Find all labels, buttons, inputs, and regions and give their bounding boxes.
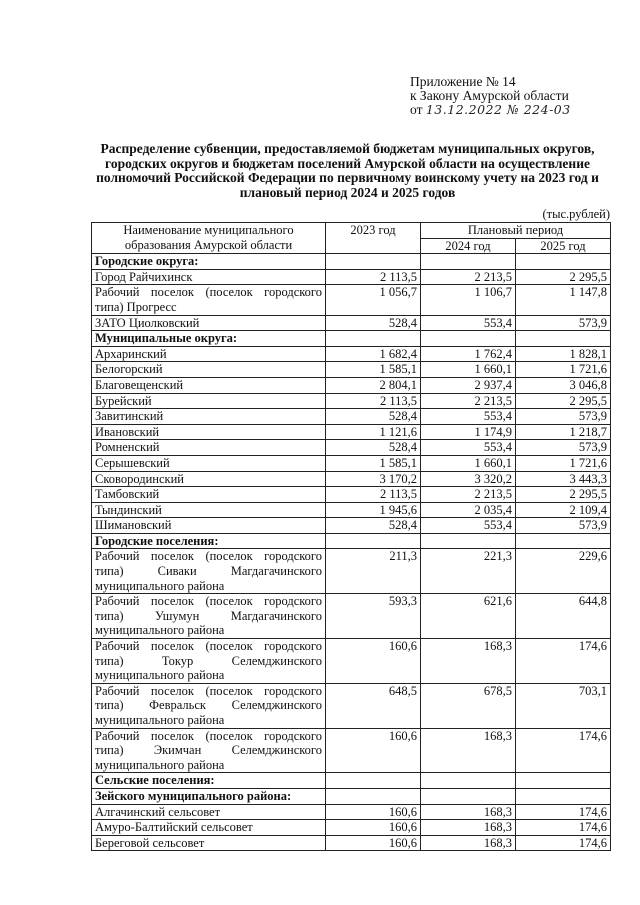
amount-2023: 2 113,5	[326, 393, 421, 409]
amount-2025: 644,8	[516, 594, 611, 639]
subvention-table	[91, 222, 611, 851]
amount-2023: 160,6	[326, 835, 421, 851]
municipality-name: Сковородинский	[92, 471, 326, 487]
appendix-date-prefix: от	[410, 102, 423, 117]
municipality-name: ЗАТО Циолковский	[92, 315, 326, 331]
amount-2024: 1 762,4	[421, 346, 516, 362]
amount-2025: 573,9	[516, 440, 611, 456]
table-row	[92, 518, 611, 534]
amount-2023: 160,6	[326, 804, 421, 820]
municipality-name: Шимановский	[92, 518, 326, 534]
amount-2025: 3 046,8	[516, 377, 611, 393]
empty-cell	[326, 254, 421, 270]
table-row	[92, 393, 611, 409]
amount-2023: 1 121,6	[326, 424, 421, 440]
municipality-name: Архаринский	[92, 346, 326, 362]
amount-2024: 621,6	[421, 594, 516, 639]
document-title: Распределение субвенции, предоставляемой бюджетам муниципальных округов, городских округов и бюджетам поселений Амурской области на осуществление полномочий Российской Федерации по первичному воинскому учету на 2023 год и плановый период 2024 и 2025 годов	[96, 141, 599, 200]
empty-cell	[421, 533, 516, 549]
amount-2025: 2 109,4	[516, 502, 611, 518]
municipality-name: Бурейский	[92, 393, 326, 409]
amount-2023: 160,6	[326, 639, 421, 684]
section-row	[92, 533, 611, 549]
amount-2025: 1 147,8	[516, 285, 611, 315]
appendix-block	[410, 75, 571, 117]
table-row	[92, 409, 611, 425]
municipality-name: Рабочий поселок (поселок городского типа) Ушумун Магдагачинского муниципального района	[92, 594, 326, 639]
amount-2024: 2 213,5	[421, 393, 516, 409]
municipality-name: Алгачинский сельсовет	[92, 804, 326, 820]
section-title: Городские округа:	[92, 254, 326, 270]
header-2024: 2024 год	[421, 238, 516, 254]
amount-2023: 160,6	[326, 820, 421, 836]
amount-2024: 678,5	[421, 683, 516, 728]
amount-2023: 211,3	[326, 549, 421, 594]
appendix-law: к Закону Амурской области	[410, 88, 569, 103]
section-title: Городские поселения:	[92, 533, 326, 549]
table-row	[92, 502, 611, 518]
municipality-name: Береговой сельсовет	[92, 835, 326, 851]
empty-cell	[516, 254, 611, 270]
amount-2024: 3 320,2	[421, 471, 516, 487]
amount-2023: 1 945,6	[326, 502, 421, 518]
amount-2025: 573,9	[516, 409, 611, 425]
amount-2025: 1 218,7	[516, 424, 611, 440]
table-body	[92, 254, 611, 851]
amount-2025: 1 721,6	[516, 362, 611, 378]
amount-2024: 168,3	[421, 835, 516, 851]
empty-cell	[516, 773, 611, 789]
amount-2025: 703,1	[516, 683, 611, 728]
amount-2024: 221,3	[421, 549, 516, 594]
empty-cell	[421, 331, 516, 347]
empty-cell	[516, 533, 611, 549]
municipality-name: Рабочий поселок (поселок городского типа) Прогресс	[92, 285, 326, 315]
amount-2023: 2 804,1	[326, 377, 421, 393]
table-header-row	[92, 223, 611, 239]
amount-2024: 2 213,5	[421, 269, 516, 285]
header-2023: 2023 год	[326, 223, 421, 254]
section-row	[92, 773, 611, 789]
table-row	[92, 487, 611, 503]
amount-2024: 1 660,1	[421, 455, 516, 471]
table-row	[92, 728, 611, 773]
table-row	[92, 549, 611, 594]
empty-cell	[326, 533, 421, 549]
table-row	[92, 315, 611, 331]
section-title: Зейского муниципального района:	[92, 788, 326, 804]
amount-2023: 648,5	[326, 683, 421, 728]
amount-2023: 1 585,1	[326, 455, 421, 471]
amount-2023: 2 113,5	[326, 487, 421, 503]
amount-2025: 174,6	[516, 820, 611, 836]
amount-2023: 593,3	[326, 594, 421, 639]
amount-2024: 2 213,5	[421, 487, 516, 503]
amount-2025: 3 443,3	[516, 471, 611, 487]
municipality-name: Амуро-Балтийский сельсовет	[92, 820, 326, 836]
amount-2025: 174,6	[516, 804, 611, 820]
units-label: (тыс.рублей)	[542, 207, 610, 221]
amount-2025: 573,9	[516, 315, 611, 331]
amount-2024: 553,4	[421, 409, 516, 425]
municipality-name: Тындинский	[92, 502, 326, 518]
amount-2025: 573,9	[516, 518, 611, 534]
municipality-name: Ромненский	[92, 440, 326, 456]
amount-2023: 3 170,2	[326, 471, 421, 487]
empty-cell	[421, 788, 516, 804]
amount-2025: 1 721,6	[516, 455, 611, 471]
municipality-name: Рабочий поселок (поселок городского типа) Сиваки Магдагачинского муниципального района	[92, 549, 326, 594]
table-row	[92, 362, 611, 378]
table-row	[92, 639, 611, 684]
amount-2024: 2 937,4	[421, 377, 516, 393]
amount-2023: 528,4	[326, 440, 421, 456]
amount-2025: 1 828,1	[516, 346, 611, 362]
amount-2025: 229,6	[516, 549, 611, 594]
appendix-date-line	[410, 103, 571, 117]
table-row	[92, 683, 611, 728]
empty-cell	[516, 788, 611, 804]
section-title: Муниципальные округа:	[92, 331, 326, 347]
municipality-name: Тамбовский	[92, 487, 326, 503]
table-row	[92, 820, 611, 836]
empty-cell	[326, 773, 421, 789]
table-row	[92, 285, 611, 315]
table-row	[92, 424, 611, 440]
amount-2025: 174,6	[516, 728, 611, 773]
amount-2025: 2 295,5	[516, 487, 611, 503]
table-row	[92, 594, 611, 639]
section-title: Сельские поселения:	[92, 773, 326, 789]
municipality-name: Благовещенский	[92, 377, 326, 393]
header-name: Наименование муниципального образования Амурской области	[92, 223, 326, 254]
section-row	[92, 788, 611, 804]
amount-2024: 168,3	[421, 804, 516, 820]
amount-2024: 1 106,7	[421, 285, 516, 315]
municipality-name: Рабочий поселок (поселок городского типа) Токур Селемджинского муниципального района	[92, 639, 326, 684]
amount-2023: 1 682,4	[326, 346, 421, 362]
amount-2025: 174,6	[516, 639, 611, 684]
amount-2024: 2 035,4	[421, 502, 516, 518]
amount-2025: 2 295,5	[516, 269, 611, 285]
amount-2024: 168,3	[421, 820, 516, 836]
amount-2024: 168,3	[421, 728, 516, 773]
table-row	[92, 269, 611, 285]
empty-cell	[516, 331, 611, 347]
municipality-name: Серышевский	[92, 455, 326, 471]
municipality-name: Город Райчихинск	[92, 269, 326, 285]
amount-2024: 168,3	[421, 639, 516, 684]
municipality-name: Рабочий поселок (поселок городского типа) Экимчан Селемджинского муниципального района	[92, 728, 326, 773]
section-row	[92, 254, 611, 270]
table-row	[92, 440, 611, 456]
table-row	[92, 377, 611, 393]
section-row	[92, 331, 611, 347]
table-row	[92, 346, 611, 362]
header-2025: 2025 год	[516, 238, 611, 254]
municipality-name: Белогорский	[92, 362, 326, 378]
amount-2023: 528,4	[326, 518, 421, 534]
amount-2025: 174,6	[516, 835, 611, 851]
table-row	[92, 455, 611, 471]
header-planned-period: Плановый период	[421, 223, 611, 239]
amount-2025: 2 295,5	[516, 393, 611, 409]
table-row	[92, 804, 611, 820]
amount-2023: 1 585,1	[326, 362, 421, 378]
amount-2023: 2 113,5	[326, 269, 421, 285]
table-row	[92, 471, 611, 487]
amount-2024: 553,4	[421, 518, 516, 534]
municipality-name: Завитинский	[92, 409, 326, 425]
empty-cell	[326, 788, 421, 804]
table-row	[92, 835, 611, 851]
handwritten-date-number: 13.12.2022 № 224-03	[425, 102, 571, 117]
amount-2023: 528,4	[326, 315, 421, 331]
amount-2024: 1 660,1	[421, 362, 516, 378]
amount-2024: 553,4	[421, 440, 516, 456]
empty-cell	[326, 331, 421, 347]
amount-2024: 553,4	[421, 315, 516, 331]
municipality-name: Рабочий поселок (поселок городского типа) Февральск Селемджинского муниципального района	[92, 683, 326, 728]
amount-2023: 528,4	[326, 409, 421, 425]
empty-cell	[421, 773, 516, 789]
amount-2023: 1 056,7	[326, 285, 421, 315]
appendix-number: Приложение № 14	[410, 74, 516, 89]
amount-2024: 1 174,9	[421, 424, 516, 440]
municipality-name: Ивановский	[92, 424, 326, 440]
amount-2023: 160,6	[326, 728, 421, 773]
empty-cell	[421, 254, 516, 270]
